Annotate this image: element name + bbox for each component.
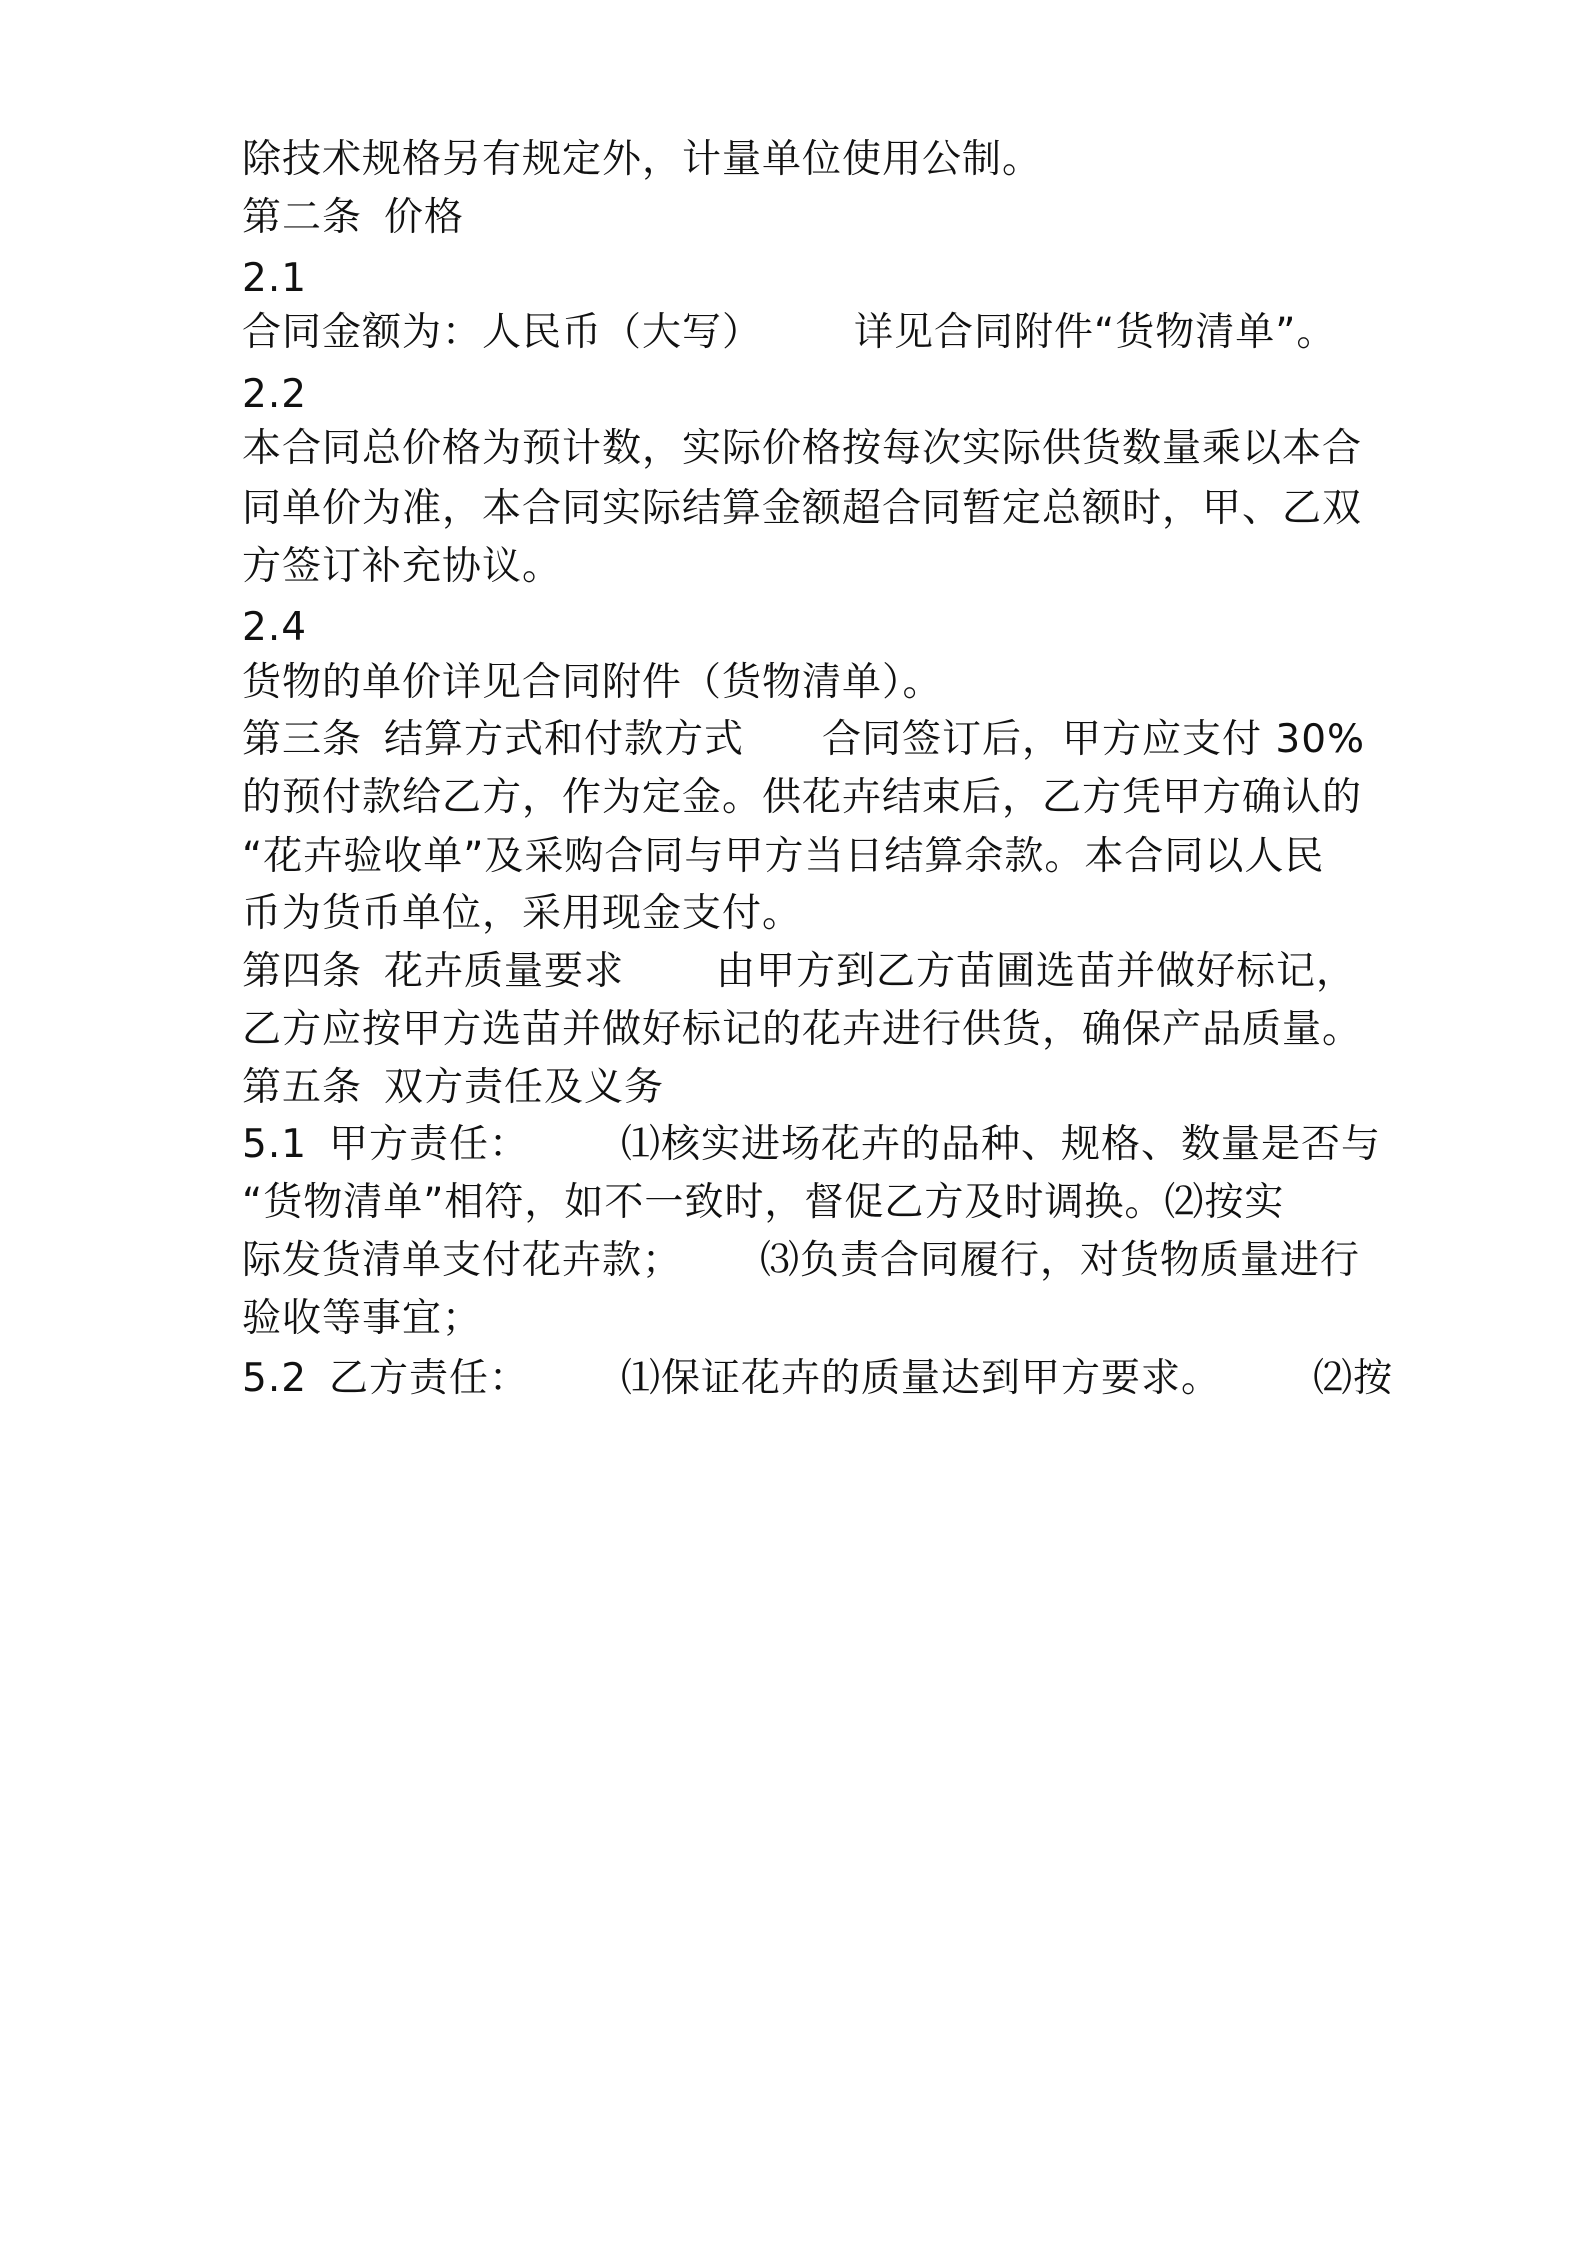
text-line <box>242 1236 1362 1286</box>
text-line <box>242 658 1362 708</box>
clause-number: 5.1 <box>242 1122 308 1167</box>
clause-number <box>242 370 1362 420</box>
line-text: 2.4 <box>242 605 308 650</box>
clause-number: 5.2 <box>242 1356 308 1401</box>
line-text: 详见合同附件“货物清单”。 <box>854 310 1337 355</box>
text-line <box>242 308 1362 358</box>
line-text: 的预付款给乙方，作为定金。供花卉结束后，乙方凭甲方确认的 <box>242 775 1363 820</box>
text-line <box>242 1120 1382 1170</box>
text-line <box>242 1005 1362 1055</box>
text-line <box>242 832 1362 882</box>
text-line <box>242 773 1362 823</box>
line-text: 合同签订后，甲方应支付 30% <box>822 717 1366 762</box>
line-text: ⑴保证花卉的质量达到甲方要求。 <box>621 1356 1222 1401</box>
clause-number <box>242 603 1362 653</box>
line-text: ⑴核实进场花卉的品种、规格、数量是否与 <box>621 1122 1382 1167</box>
section-heading <box>242 193 1362 243</box>
line-text: 货物的单价详见合同附件（货物清单）。 <box>242 660 943 705</box>
line-text: ⑶负责合同履行，对货物质量进行 <box>760 1238 1361 1283</box>
article-number: 第三条 <box>242 717 363 762</box>
line-text: 乙方应按甲方选苗并做好标记的花卉进行供货，确保产品质量。 <box>242 1007 1363 1052</box>
line-text: “花卉验收单”及采购合同与甲方当日结算余款。本合同以人民 <box>242 834 1325 879</box>
line-text: 同单价为准，本合同实际结算金额超合同暂定总额时，甲、乙双 <box>242 486 1363 531</box>
text-line <box>242 1178 1362 1228</box>
line-text: 合同金额为：人民币（大写） <box>242 310 763 355</box>
line-text: 方签订补充协议。 <box>242 544 563 589</box>
line-text: 验收等事宜； <box>242 1296 483 1341</box>
line-text: 2.1 <box>242 256 308 301</box>
section-heading <box>242 947 1362 997</box>
section-heading <box>242 1063 1362 1113</box>
line-text: 由甲方到乙方苗圃选苗并做好标记， <box>716 949 1357 994</box>
text-line <box>242 424 1362 474</box>
line-text: 际发货清单支付花卉款； <box>242 1238 683 1283</box>
article-title: 价格 <box>384 195 465 240</box>
article-title: 结算方式和付款方式 <box>384 717 745 762</box>
text-line <box>242 135 1362 185</box>
line-text: 币为货币单位，采用现金支付。 <box>242 891 803 936</box>
line-text: 乙方责任： <box>329 1356 530 1401</box>
text-line <box>242 484 1362 534</box>
clause-number <box>242 254 1362 304</box>
line-text: 本合同总价格为预计数，实际价格按每次实际供货数量乘以本合 <box>242 426 1363 471</box>
section-heading <box>242 715 1366 765</box>
line-text: 甲方责任： <box>329 1122 530 1167</box>
text-line <box>242 1294 1362 1344</box>
article-number: 第五条 <box>242 1065 363 1110</box>
article-title: 双方责任及义务 <box>384 1065 665 1110</box>
article-number: 第二条 <box>242 195 363 240</box>
line-text: 除技术规格另有规定外，计量单位使用公制。 <box>242 137 1043 182</box>
text-line <box>242 1354 1394 1404</box>
text-line <box>242 889 1362 939</box>
line-text: ⑵按 <box>1313 1356 1394 1401</box>
line-text: “货物清单”相符，如不一致时，督促乙方及时调换。⑵按实 <box>242 1180 1285 1225</box>
article-number: 第四条 <box>242 949 363 994</box>
text-line <box>242 542 1362 592</box>
article-title: 花卉质量要求 <box>384 949 625 994</box>
line-text: 2.2 <box>242 372 308 417</box>
